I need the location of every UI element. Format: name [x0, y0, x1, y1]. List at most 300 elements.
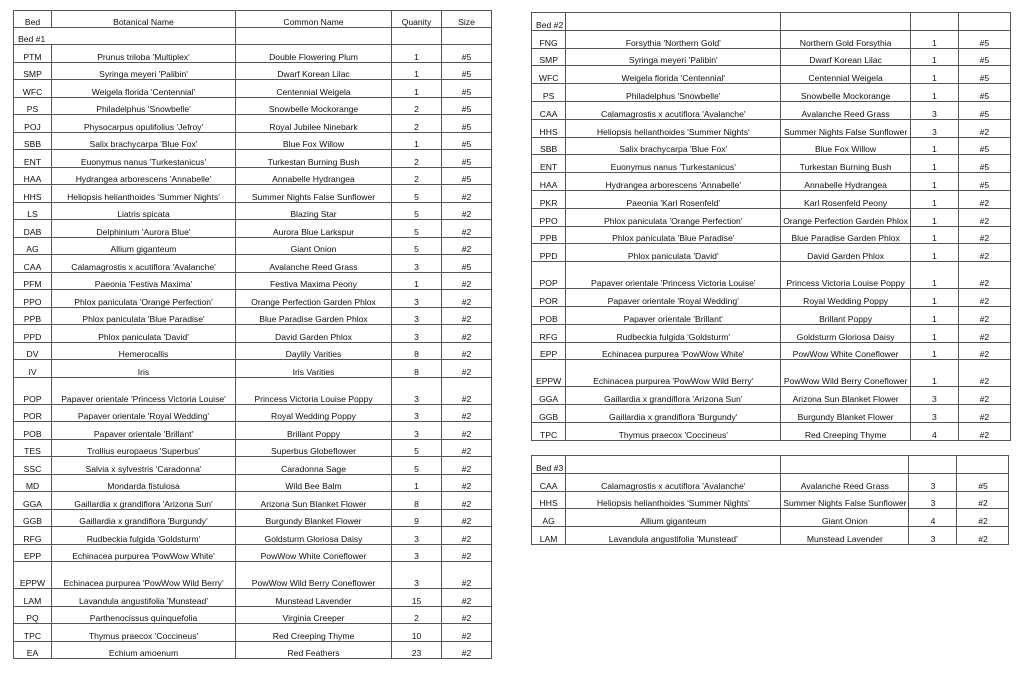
bed-code-cell: HHS: [532, 119, 566, 137]
quantity-cell: 5: [392, 202, 442, 220]
table-row: [532, 101, 1011, 119]
botanical-name-cell: Salix brachycarpa 'Blue Fox': [566, 137, 781, 155]
quantity-cell: 1: [910, 262, 958, 289]
common-name-cell: Royal Wedding Poppy: [236, 404, 392, 422]
common-name-cell: Avalanche Reed Grass: [781, 101, 911, 119]
table-row: [14, 150, 492, 168]
table-row: [532, 137, 1011, 155]
table-row: [14, 167, 492, 185]
common-name-cell: PowWow White Coneflower: [236, 544, 392, 562]
size-cell: #5: [442, 80, 492, 98]
common-name-cell: PowWow White Coneflower: [781, 342, 911, 360]
botanical-name-cell: Gaillardia x grandiflora 'Burgundy': [566, 405, 781, 423]
botanical-name-cell: Prunus triloba 'Multiplex': [52, 45, 236, 63]
botanical-name-cell: Phlox paniculata 'David': [566, 244, 781, 262]
quantity-cell: 3: [909, 473, 957, 491]
size-cell: #2: [442, 641, 492, 659]
common-name-cell: Munstead Lavender: [781, 527, 909, 545]
size-cell: #2: [442, 237, 492, 255]
botanical-name-cell: Heliopsis helianthoides 'Summer Nights': [52, 185, 236, 203]
quantity-cell: 3: [392, 290, 442, 308]
common-name-cell: PowWow Wild Berry Coneflower: [236, 562, 392, 589]
common-name-cell: Munstead Lavender: [236, 589, 392, 607]
table-row: [532, 262, 1011, 289]
size-cell: #2: [958, 306, 1010, 324]
quantity-cell: 2: [392, 167, 442, 185]
bed-label: Bed #3: [532, 456, 566, 474]
table-row: [532, 84, 1011, 102]
size-cell: #5: [442, 167, 492, 185]
botanical-name-cell: Salvia x sylvestris 'Caradonna': [52, 457, 236, 475]
botanical-name-cell: Papaver orientale 'Brillant': [52, 422, 236, 440]
size-cell: #2: [442, 606, 492, 624]
quantity-cell: 1: [392, 132, 442, 150]
size-cell: #2: [442, 404, 492, 422]
size-cell: #2: [958, 342, 1010, 360]
botanical-name-cell: Iris: [52, 360, 236, 378]
bed-code-cell: HAA: [14, 167, 52, 185]
quantity-cell: 1: [910, 84, 958, 102]
botanical-name-cell: Rudbeckia fulgida 'Goldsturm': [566, 324, 781, 342]
quantity-cell: 5: [392, 237, 442, 255]
quantity-cell: 1: [910, 226, 958, 244]
table-row: [14, 544, 492, 562]
botanical-name-cell: Allium giganteum: [52, 237, 236, 255]
quantity-cell: 8: [392, 360, 442, 378]
bed-code-cell: WFC: [14, 80, 52, 98]
common-name-cell: Arizona Sun Blanket Flower: [236, 492, 392, 510]
bed-code-cell: GGA: [14, 492, 52, 510]
quantity-cell: 5: [392, 185, 442, 203]
bed-code-cell: EPP: [14, 544, 52, 562]
botanical-name-cell: Calamagrostis x acutiflora 'Avalanche': [52, 255, 236, 273]
size-cell: #5: [442, 45, 492, 63]
quantity-cell: 4: [910, 422, 958, 440]
common-name-cell: Festiva Maxima Peony: [236, 272, 392, 290]
size-cell: #2: [442, 202, 492, 220]
common-name-cell: Avalanche Reed Grass: [236, 255, 392, 273]
bed-code-cell: SBB: [14, 132, 52, 150]
bed-code-cell: PPD: [532, 244, 566, 262]
quantity-cell: 3: [392, 325, 442, 343]
quantity-cell: 1: [392, 474, 442, 492]
common-name-cell: Red Feathers: [236, 641, 392, 659]
common-name-cell: Orange Perfection Garden Phlox: [781, 208, 911, 226]
size-cell: #2: [442, 562, 492, 589]
quantity-cell: 3: [392, 307, 442, 325]
size-cell: #2: [958, 422, 1010, 440]
size-cell: #2: [442, 422, 492, 440]
size-cell: #5: [958, 30, 1010, 48]
size-cell: #2: [442, 544, 492, 562]
table-row: [14, 307, 492, 325]
quantity-cell: 3: [392, 562, 442, 589]
common-name-cell: Virginia Creeper: [236, 606, 392, 624]
table-row: [14, 641, 492, 659]
table-row: [532, 66, 1011, 84]
common-name-cell: Snowbelle Mockorange: [236, 97, 392, 115]
size-cell: #5: [958, 66, 1010, 84]
size-cell: #5: [957, 473, 1009, 491]
table-row: [532, 491, 1009, 509]
quantity-cell: 4: [909, 509, 957, 527]
botanical-name-cell: Echinacea purpurea 'PowWow White': [566, 342, 781, 360]
quantity-cell: 23: [392, 641, 442, 659]
botanical-name-cell: Papaver orientale 'Royal Wedding': [52, 404, 236, 422]
bed-code-cell: DAB: [14, 220, 52, 238]
size-cell: #5: [958, 173, 1010, 191]
bed-code-cell: IV: [14, 360, 52, 378]
table-row: [532, 342, 1011, 360]
bed-code-cell: EA: [14, 641, 52, 659]
common-name-cell: Centennial Weigela: [781, 66, 911, 84]
size-cell: #2: [958, 119, 1010, 137]
table-row: [532, 226, 1011, 244]
size-cell: #2: [442, 509, 492, 527]
size-cell: #2: [958, 324, 1010, 342]
botanical-name-cell: Papaver orientale 'Princess Victoria Louise': [52, 377, 236, 404]
quantity-cell: 1: [910, 190, 958, 208]
common-name-cell: Giant Onion: [236, 237, 392, 255]
header-row: [14, 11, 492, 28]
table-row: [14, 474, 492, 492]
table-row: [532, 155, 1011, 173]
table-row: [532, 208, 1011, 226]
size-cell: #5: [958, 101, 1010, 119]
size-cell: #5: [442, 62, 492, 80]
botanical-name-cell: Paeonia 'Karl Rosenfeld': [566, 190, 781, 208]
bed-code-cell: POB: [532, 306, 566, 324]
size-cell: #5: [442, 255, 492, 273]
common-name-cell: Orange Perfection Garden Phlox: [236, 290, 392, 308]
quantity-cell: 8: [392, 342, 442, 360]
common-name-cell: Red Creeping Thyme: [781, 422, 911, 440]
botanical-name-cell: Philadelphus 'Snowbelle': [52, 97, 236, 115]
size-cell: #2: [957, 509, 1009, 527]
size-cell: #2: [442, 185, 492, 203]
common-name-cell: Snowbelle Mockorange: [781, 84, 911, 102]
common-name-cell: Blue Paradise Garden Phlox: [781, 226, 911, 244]
common-name-cell: Blue Paradise Garden Phlox: [236, 307, 392, 325]
quantity-cell: 1: [910, 48, 958, 66]
common-name-cell: Princess Victoria Louise Poppy: [781, 262, 911, 289]
bed-label-row: [14, 28, 492, 45]
table-row: [14, 439, 492, 457]
bed-code-cell: TES: [14, 439, 52, 457]
table-row: [14, 342, 492, 360]
botanical-name-cell: Echium amoenum: [52, 641, 236, 659]
bed-code-cell: GGA: [532, 387, 566, 405]
quantity-cell: 10: [392, 624, 442, 642]
quantity-cell: 3: [392, 527, 442, 545]
botanical-name-cell: Echinacea purpurea 'PowWow White': [52, 544, 236, 562]
table-row: [14, 237, 492, 255]
size-cell: #2: [442, 272, 492, 290]
botanical-name-cell: Lavandula angustifolia 'Munstead': [52, 589, 236, 607]
bed-3-plant-table: [531, 455, 1009, 545]
quantity-cell: 1: [392, 62, 442, 80]
common-name-cell: Red Creeping Thyme: [236, 624, 392, 642]
table-row: [14, 290, 492, 308]
bed-code-cell: TPC: [532, 422, 566, 440]
table-row: [14, 97, 492, 115]
table-row: [14, 202, 492, 220]
table-row: [14, 606, 492, 624]
size-cell: #2: [958, 244, 1010, 262]
botanical-name-cell: Forsythia 'Northern Gold': [566, 30, 781, 48]
botanical-name-cell: Trollius europaeus 'Superbus': [52, 439, 236, 457]
quantity-cell: 1: [910, 306, 958, 324]
size-cell: #2: [442, 377, 492, 404]
quantity-cell: 1: [910, 289, 958, 307]
quantity-cell: 1: [392, 272, 442, 290]
common-name-cell: Summer Nights False Sunflower: [236, 185, 392, 203]
bed-code-cell: CAA: [532, 101, 566, 119]
quantity-cell: 1: [910, 155, 958, 173]
bed-code-cell: GGB: [532, 405, 566, 423]
table-row: [532, 306, 1011, 324]
bed-2-plant-table: [531, 12, 1011, 441]
bed-label-row: [532, 456, 1009, 474]
quantity-cell: 1: [910, 342, 958, 360]
botanical-name-cell: Weigela florida 'Centennial': [566, 66, 781, 84]
bed-code-cell: LAM: [14, 589, 52, 607]
bed-code-cell: POP: [532, 262, 566, 289]
table-row: [14, 185, 492, 203]
size-cell: #2: [957, 527, 1009, 545]
botanical-name-cell: Echinacea purpurea 'PowWow Wild Berry': [566, 360, 781, 387]
quantity-cell: 9: [392, 509, 442, 527]
quantity-cell: 1: [910, 244, 958, 262]
table-row: [532, 527, 1009, 545]
common-name-cell: Annabelle Hydrangea: [781, 173, 911, 191]
header-common-name: Common Name: [236, 11, 392, 28]
botanical-name-cell: Thymus praecox 'Coccineus': [52, 624, 236, 642]
bed-code-cell: RFG: [14, 527, 52, 545]
table-row: [14, 562, 492, 589]
quantity-cell: 3: [392, 404, 442, 422]
botanical-name-cell: Paeonia 'Festiva Maxima': [52, 272, 236, 290]
quantity-cell: 3: [909, 527, 957, 545]
table-row: [14, 527, 492, 545]
botanical-name-cell: Syringa meyeri 'Palibin': [566, 48, 781, 66]
table-row: [532, 190, 1011, 208]
common-name-cell: Double Flowering Plum: [236, 45, 392, 63]
bed-code-cell: AG: [14, 237, 52, 255]
bed-label: Bed #1: [14, 28, 236, 45]
table-row: [14, 272, 492, 290]
bed-code-cell: SSC: [14, 457, 52, 475]
common-name-cell: Royal Wedding Poppy: [781, 289, 911, 307]
botanical-name-cell: Lavandula angustifolia 'Munstead': [566, 527, 781, 545]
botanical-name-cell: Euonymus nanus 'Turkestanicus': [566, 155, 781, 173]
botanical-name-cell: Weigela florida 'Centennial': [52, 80, 236, 98]
common-name-cell: Brillant Poppy: [236, 422, 392, 440]
size-cell: #2: [958, 289, 1010, 307]
botanical-name-cell: Phlox paniculata 'Blue Paradise': [52, 307, 236, 325]
table-row: [14, 360, 492, 378]
table-row: [532, 289, 1011, 307]
common-name-cell: Burgundy Blanket Flower: [781, 405, 911, 423]
header-botanical-name: Botanical Name: [52, 11, 236, 28]
common-name-cell: David Garden Phlox: [236, 325, 392, 343]
size-cell: #2: [958, 262, 1010, 289]
quantity-cell: 5: [392, 220, 442, 238]
table-row: [532, 405, 1011, 423]
size-cell: #5: [958, 155, 1010, 173]
quantity-cell: 3: [910, 119, 958, 137]
common-name-cell: Goldsturm Gloriosa Daisy: [236, 527, 392, 545]
size-cell: #2: [958, 208, 1010, 226]
bed-code-cell: PQ: [14, 606, 52, 624]
bed-code-cell: PPD: [14, 325, 52, 343]
table-row: [14, 422, 492, 440]
bed-code-cell: LS: [14, 202, 52, 220]
botanical-name-cell: Parthenocissus quinquefolia: [52, 606, 236, 624]
bed-code-cell: EPP: [532, 342, 566, 360]
bed-code-cell: SBB: [532, 137, 566, 155]
bed-code-cell: POJ: [14, 115, 52, 133]
size-cell: #2: [957, 491, 1009, 509]
size-cell: #5: [958, 137, 1010, 155]
size-cell: #2: [442, 342, 492, 360]
botanical-name-cell: Gaillardia x grandiflora 'Arizona Sun': [566, 387, 781, 405]
bed-code-cell: PPB: [532, 226, 566, 244]
table-row: [14, 509, 492, 527]
common-name-cell: Royal Jubilee Ninebark: [236, 115, 392, 133]
table-row: [14, 404, 492, 422]
botanical-name-cell: Philadelphus 'Snowbelle': [566, 84, 781, 102]
size-cell: #5: [958, 84, 1010, 102]
botanical-name-cell: Papaver orientale 'Royal Wedding': [566, 289, 781, 307]
size-cell: #2: [442, 360, 492, 378]
table-row: [14, 624, 492, 642]
bed-code-cell: PPO: [14, 290, 52, 308]
botanical-name-cell: Heliopsis helianthoides 'Summer Nights': [566, 491, 781, 509]
common-name-cell: Iris Varities: [236, 360, 392, 378]
common-name-cell: Giant Onion: [781, 509, 909, 527]
botanical-name-cell: Phlox paniculata 'Orange Perfection': [52, 290, 236, 308]
bed-code-cell: RFG: [532, 324, 566, 342]
bed-code-cell: TPC: [14, 624, 52, 642]
quantity-cell: 1: [910, 360, 958, 387]
bed-code-cell: MD: [14, 474, 52, 492]
table-row: [532, 30, 1011, 48]
size-cell: #2: [442, 325, 492, 343]
botanical-name-cell: Hydrangea arborescens 'Annabelle': [52, 167, 236, 185]
bed-code-cell: POR: [14, 404, 52, 422]
bed-code-cell: POP: [14, 377, 52, 404]
bed-code-cell: FNG: [532, 30, 566, 48]
botanical-name-cell: Syringa meyeri 'Palibin': [52, 62, 236, 80]
quantity-cell: 3: [392, 422, 442, 440]
botanical-name-cell: Allium giganteum: [566, 509, 781, 527]
bed-code-cell: SMP: [14, 62, 52, 80]
quantity-cell: 3: [909, 491, 957, 509]
common-name-cell: Annabelle Hydrangea: [236, 167, 392, 185]
botanical-name-cell: Hemerocallis: [52, 342, 236, 360]
size-cell: #5: [442, 115, 492, 133]
botanical-name-cell: Physocarpus opulifolius 'Jefroy': [52, 115, 236, 133]
header-size: Size: [442, 11, 492, 28]
bed-code-cell: HAA: [532, 173, 566, 191]
common-name-cell: Brillant Poppy: [781, 306, 911, 324]
botanical-name-cell: Heliopsis helianthoides 'Summer Nights': [566, 119, 781, 137]
size-cell: #2: [958, 360, 1010, 387]
common-name-cell: PowWow Wild Berry Coneflower: [781, 360, 911, 387]
size-cell: #2: [958, 190, 1010, 208]
size-cell: #2: [442, 589, 492, 607]
table-row: [14, 457, 492, 475]
size-cell: #2: [442, 457, 492, 475]
bed-1-plant-table: [13, 10, 492, 659]
table-row: [14, 492, 492, 510]
table-row: [14, 115, 492, 133]
bed-code-cell: POR: [532, 289, 566, 307]
bed-code-cell: ENT: [14, 150, 52, 168]
common-name-cell: Turkestan Burning Bush: [781, 155, 911, 173]
common-name-cell: Caradonna Sage: [236, 457, 392, 475]
bed-code-cell: PS: [14, 97, 52, 115]
bed-code-cell: EPPW: [532, 360, 566, 387]
common-name-cell: Princess Victoria Louise Poppy: [236, 377, 392, 404]
table-row: [14, 255, 492, 273]
botanical-name-cell: Calamagrostis x acutiflora 'Avalanche': [566, 101, 781, 119]
bed-code-cell: CAA: [532, 473, 566, 491]
common-name-cell: Avalanche Reed Grass: [781, 473, 909, 491]
table-row: [14, 220, 492, 238]
bed-code-cell: LAM: [532, 527, 566, 545]
botanical-name-cell: Phlox paniculata 'Orange Perfection': [566, 208, 781, 226]
table-row: [532, 422, 1011, 440]
table-row: [14, 80, 492, 98]
bed-label: Bed #2: [532, 13, 566, 31]
quantity-cell: 2: [392, 115, 442, 133]
quantity-cell: 1: [910, 137, 958, 155]
size-cell: #2: [442, 439, 492, 457]
quantity-cell: 5: [392, 439, 442, 457]
botanical-name-cell: Salix brachycarpa 'Blue Fox': [52, 132, 236, 150]
bed-code-cell: AG: [532, 509, 566, 527]
botanical-name-cell: Gaillardia x grandiflora 'Burgundy': [52, 509, 236, 527]
table-row: [532, 473, 1009, 491]
botanical-name-cell: Calamagrostis x acutiflora 'Avalanche': [566, 473, 781, 491]
table-row: [532, 173, 1011, 191]
common-name-cell: Turkestan Burning Bush: [236, 150, 392, 168]
bed-code-cell: EPPW: [14, 562, 52, 589]
size-cell: #2: [958, 405, 1010, 423]
size-cell: #2: [442, 527, 492, 545]
quantity-cell: 2: [392, 606, 442, 624]
common-name-cell: Arizona Sun Blanket Flower: [781, 387, 911, 405]
quantity-cell: 1: [392, 80, 442, 98]
table-row: [14, 589, 492, 607]
quantity-cell: 1: [392, 45, 442, 63]
quantity-cell: 2: [392, 97, 442, 115]
size-cell: #2: [442, 474, 492, 492]
common-name-cell: Daylily Varities: [236, 342, 392, 360]
botanical-name-cell: Liatris spicata: [52, 202, 236, 220]
bed-code-cell: CAA: [14, 255, 52, 273]
common-name-cell: Superbus Globeflower: [236, 439, 392, 457]
common-name-cell: Summer Nights False Sunflower: [781, 491, 909, 509]
table-row: [532, 244, 1011, 262]
quantity-cell: 5: [392, 457, 442, 475]
common-name-cell: Aurora Blue Larkspur: [236, 220, 392, 238]
table-row: [532, 119, 1011, 137]
common-name-cell: Centennial Weigela: [236, 80, 392, 98]
bed-code-cell: PKR: [532, 190, 566, 208]
